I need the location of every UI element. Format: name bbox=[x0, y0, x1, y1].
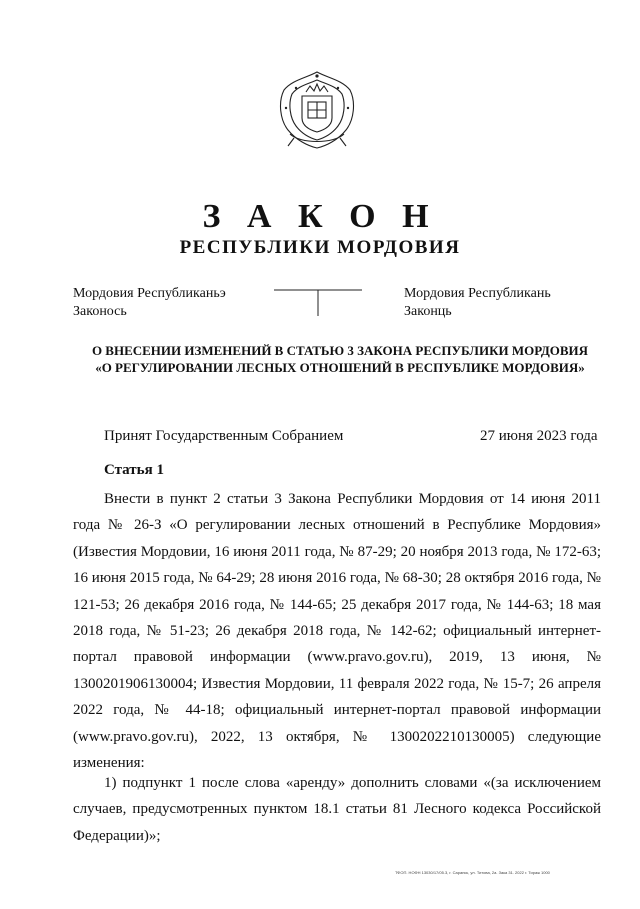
separator-mark bbox=[272, 288, 364, 318]
law-name bbox=[80, 342, 600, 376]
article-body: Внести в пункт 2 статьи 3 Закона Республики Мордовия от 14 июня 2011 года № 26-З «О регулировании лесных отношений в Республике Мордовия» (Известия Мордовии, 16 июня 2011 года, № 87-29; 20 ноября 2013 года, № 172-63; 16 июня 2015 года, № 64-29; 28 июня 2016 года, № 68-30; 28 октября 2016 года, № 121-53; 26 декабря 2016 года, № 144-65; 25 декабря 2017 года, № 144-63; 18 мая 2018 года, № 51-23; 26 декабря 2018 года, № 142-62; официальный интернет-портал правовой информации (www.pravo.gov.ru), 2019, 13 июня, № 1300201906130004; Известия Мордовии, 11 февраля 2022 года, № 15-7; 26 апреля 2022 года, № 44-18; официальный интернет-портал правовой информации (www.pravo.gov.ru), 2022, 13 октября, № 1300202210130005) следующие изменения: bbox=[73, 491, 601, 772]
law-name-line-1: О ВНЕСЕНИИ ИЗМЕНЕНИЙ В СТАТЬЮ 3 ЗАКОНА РЕСПУБЛИКИ МОРДОВИЯ bbox=[91, 343, 589, 358]
moksha-title-line-1: Мордовия Республиканьэ bbox=[73, 286, 226, 301]
article-item-1: 1) подпункт 1 после слова «аренду» дополнить словами «(за исключением случаев, предусмотренных пунктом 18.1 статьи 81 Лесного кодекса Российской Федерации)»; bbox=[73, 775, 601, 844]
document-subtitle: РЕСПУБЛИКИ МОРДОВИЯ bbox=[179, 237, 461, 258]
article-title: Статья 1 bbox=[104, 462, 164, 478]
erzya-title-line-2: Законць bbox=[404, 304, 452, 319]
erzya-title-block bbox=[404, 285, 551, 321]
erzya-title-line-1: Мордовия Республикань bbox=[404, 286, 551, 301]
adoption-date: 27 июня 2023 года bbox=[480, 428, 598, 444]
coat-of-arms-emblem-icon bbox=[276, 68, 358, 152]
adopted-by: Принят Государственным Собранием bbox=[104, 428, 344, 444]
document-title: З А К О Н bbox=[202, 198, 438, 235]
print-info: ТФОП. НОФН 13030/17/05.3, г. Саранск, ул. Титова, 2а. Зака 31. 2022 г. Тираж 1000 bbox=[395, 870, 550, 875]
moksha-title-block bbox=[73, 285, 226, 321]
law-name-line-2: «О РЕГУЛИРОВАНИИ ЛЕСНЫХ ОТНОШЕНИЙ В РЕСПУБЛИКЕ МОРДОВИЯ» bbox=[95, 360, 585, 375]
moksha-title-line-2: Законось bbox=[73, 304, 127, 319]
